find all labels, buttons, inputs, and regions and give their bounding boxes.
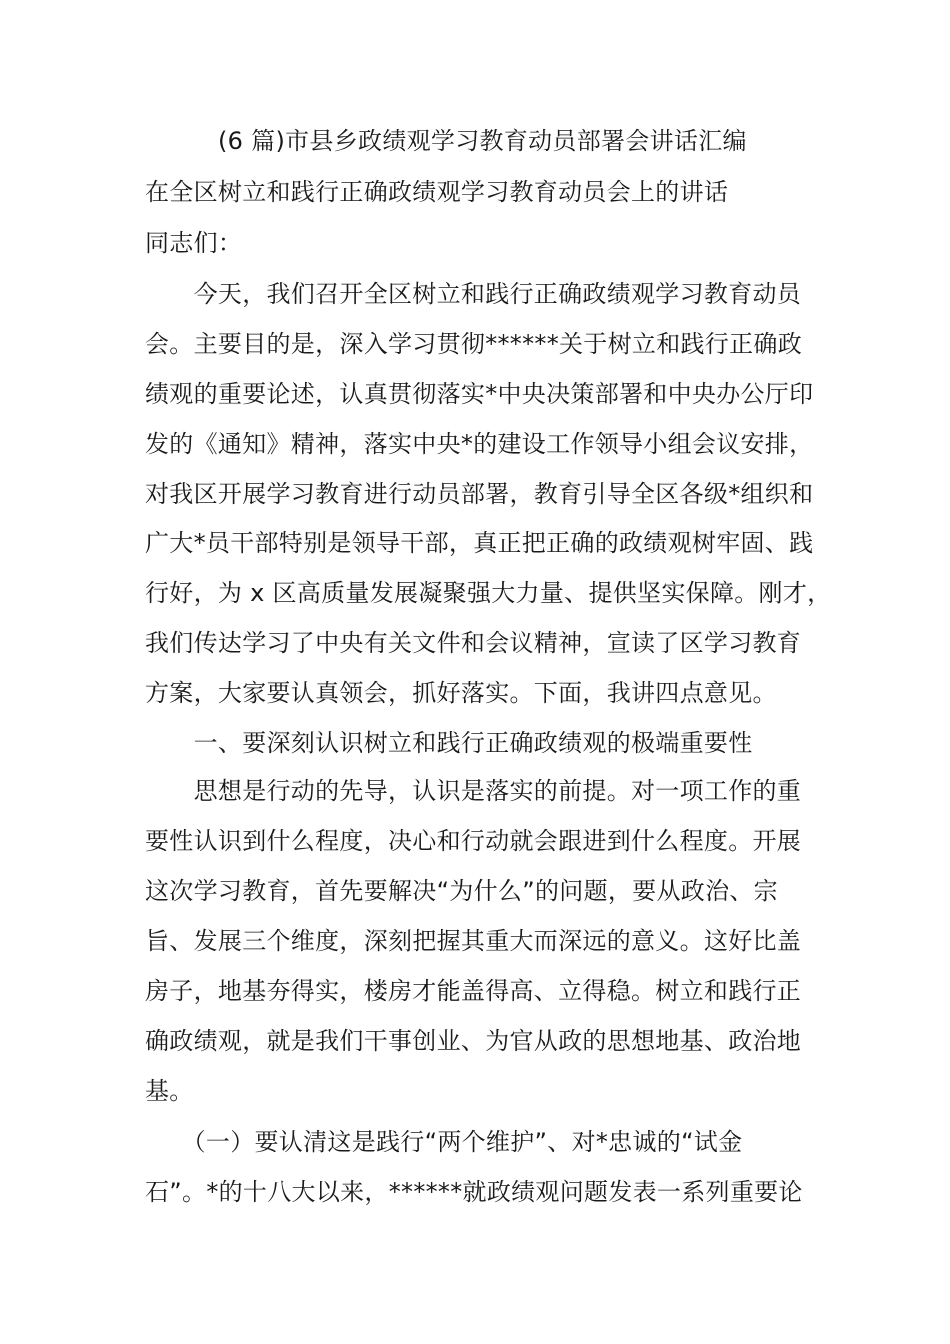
body-line: 行好，为 x 区高质量发展凝聚强大力量、提供坚实保障。刚才，	[145, 579, 832, 607]
body-line: 对我区开展学习教育进行动员部署，教育引导全区各级*组织和	[145, 480, 814, 508]
body-line: 这次学习教育，首先要解决“为什么”的问题，要从政治、宗	[145, 877, 778, 905]
body-line: 方案，大家要认真领会，抓好落实。下面，我讲四点意见。	[145, 679, 777, 707]
body-line: 广大*员干部特别是领导干部，真正把正确的政绩观树牢固、践	[145, 529, 814, 557]
body-line: 要性认识到什么程度，决心和行动就会跟进到什么程度。开展	[145, 827, 802, 855]
body-line: 房子，地基夯得实，楼房才能盖得高、立得稳。树立和践行正	[145, 977, 802, 1005]
body-line: 会。主要目的是，深入学习贯彻******关于树立和践行正确政	[145, 330, 802, 358]
body-line: 绩观的重要论述，认真贯彻落实*中央决策部署和中央办公厅印	[145, 380, 814, 408]
section-heading: 一、要深刻认识树立和践行正确政绩观的极端重要性	[145, 729, 753, 757]
body-line: 石”。*的十八大以来，******就政绩观问题发表一系列重要论	[145, 1178, 803, 1206]
body-line: 今天，我们召开全区树立和践行正确政绩观学习教育动员	[145, 280, 802, 308]
subsection-line: （一）要认清这是践行“两个维护”、对*忠诚的“试金	[145, 1128, 743, 1156]
document-title: (6 篇)市县乡政绩观学习教育动员部署会讲话汇编	[218, 127, 747, 155]
salutation: 同志们：	[145, 229, 243, 257]
body-line: 发的《通知》精神，落实中央*的建设工作领导小组会议安排，	[145, 430, 814, 458]
body-line: 我们传达学习了中央有关文件和会议精神，宣读了区学习教育	[145, 629, 802, 657]
body-line: 思想是行动的先导，认识是落实的前提。对一项工作的重	[145, 777, 802, 805]
body-line: 确政绩观，就是我们干事创业、为官从政的思想地基、政治地	[145, 1027, 802, 1055]
speech-title: 在全区树立和践行正确政绩观学习教育动员会上的讲话	[145, 178, 729, 206]
body-line: 基。	[145, 1077, 194, 1105]
body-line: 旨、发展三个维度，深刻把握其重大而深远的意义。这好比盖	[145, 927, 802, 955]
